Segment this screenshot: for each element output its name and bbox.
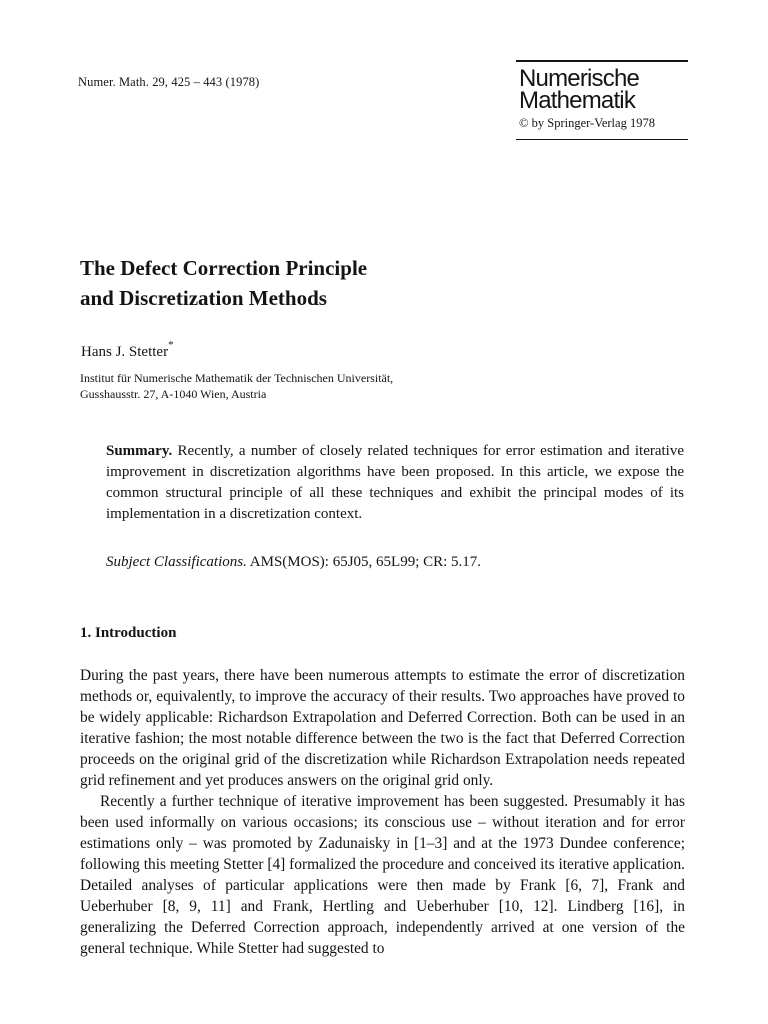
masthead-bottom-rule <box>516 139 688 141</box>
journal-name-line1: Numerische <box>519 64 640 92</box>
paper-title-line2: and Discretization Methods <box>80 286 327 310</box>
affiliation-line2: Gusshausstr. 27, A-1040 Wien, Austria <box>80 387 267 401</box>
subject-label: Subject Classifications. <box>106 554 247 570</box>
author-line <box>81 341 174 361</box>
journal-reference: Numer. Math. 29, 425 – 443 (1978) <box>78 75 260 89</box>
affiliation-line1: Institut für Numerische Mathematik der Technischen Universität, <box>80 371 394 385</box>
author-footnote-mark: * <box>168 339 174 351</box>
summary-block <box>106 441 684 525</box>
masthead-top-rule <box>516 60 688 62</box>
subject-codes: AMS(MOS): 65J05, 65L99; CR: 5.17. <box>249 554 482 570</box>
summary-text: Recently, a number of closely related techniques for error estimation and iterative improvement in discretization algorithms have been proposed. In this article, we expose the common structural principle of all these techniques and exhibit the principal modes of its implementation in a discretization context. <box>106 443 685 522</box>
copyright-notice: © by Springer-Verlag 1978 <box>519 115 655 130</box>
subject-classifications <box>106 554 481 571</box>
author-name: Hans J. Stetter <box>81 344 169 360</box>
paper-title <box>80 253 367 313</box>
summary-paragraph <box>106 441 684 525</box>
paper-title-line1: The Defect Correction Principle <box>80 256 368 280</box>
journal-name-line2: Mathematik <box>519 86 636 114</box>
journal-name <box>519 64 688 114</box>
summary-label: Summary. <box>106 443 173 459</box>
section-body <box>80 665 685 959</box>
body-paragraph-1: During the past years, there have been numerous attempts to estimate the error of discretization methods or, equivalently, to improve the accuracy of their results. Two approaches have proved to be widely applicable: Richardson Extrapolation and Deferred Correction. Both can be used in an iterative fashion; the most notable difference between the two is the fact that Deferred Correction proceeds on the original grid of the discretization while Richardson Extrapolation needs repeated grid refinement and yet produces answers on the original grid only. <box>80 667 685 789</box>
section-heading: 1. Introduction <box>80 625 177 641</box>
body-paragraph-2: Recently a further technique of iterative improvement has been suggested. Presumably it has been used informally on various occasions; its conscious use – without iteration and for error estimations only – was promoted by Zadunaisky in [1–3] and at the 1973 Dundee conference; following this meeting Stetter [4] formalized the procedure and conceived its iterative application. Detailed analyses of particular applications were then made by Frank [6, 7], Frank and Ueberhuber [8, 9, 11] and Frank, Hertling and Ueberhuber [10, 12]. Lindberg [16], in generalizing the Deferred Correction approach, independently arrived at one version of the general technique. While Stetter had suggested to <box>80 793 685 957</box>
author-affiliation <box>80 370 393 402</box>
journal-masthead <box>516 60 688 140</box>
